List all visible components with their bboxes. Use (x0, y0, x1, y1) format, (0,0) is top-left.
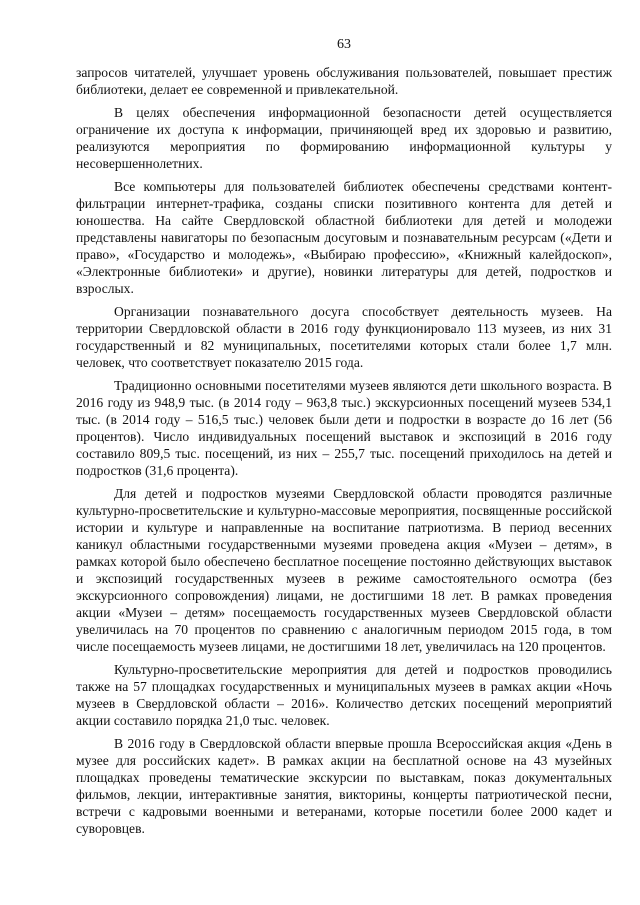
page-number: 63 (337, 37, 351, 52)
paragraph-5: Традиционно основными посетителями музеев являются дети школьного возраста. В 2016 году из 948,9 тыс. (в 2014 году – 963,8 тыс.) экскурсионных посещений музеев 534,1 тыс. (в 2014 году – 516,5 тыс.) человек были дети и подростки в возрасте до 16 лет (56 процентов). Число индивидуальных посещений выставок и экспозиций в 2016 году составило 809,5 тыс. посещений, из них – 255,7 тыс. посещений приходилось на детей и подростков (31,6 процента). (76, 378, 612, 478)
paragraph-7: Культурно-просветительские мероприятия для детей и подростков проводились также на 57 площадках государственных и муниципальных музеев в рамках акции «Ночь музеев в Свердловской области – 2016». Количество детских посещений мероприятий акции составило порядка 21,0 тыс. человек. (76, 662, 612, 728)
paragraph-4: Организации познавательного досуга способствует деятельность музеев. На территории Свердловской области в 2016 году функционировало 113 музеев, из них 31 государственный и 82 муниципальных, посетителями которых стали более 1,7 млн. человек, что соответствует показателю 2015 года. (76, 304, 612, 370)
paragraph-1: запросов читателей, улучшает уровень обслуживания пользователей, повышает престиж библиотеки, делает ее современной и привлекательной. (76, 65, 612, 97)
paragraph-6: Для детей и подростков музеями Свердловской области проводятся различные культурно-просветительские и культурно-массовые мероприятия, посвященные российской истории и культуре и направленные на воспитание патриотизма. В период весенних каникул областными государственными музеями проведена акция «Музеи – детям», в рамках которой было обеспечено бесплатное посещение постоянно действующих выставок и экспозиций государственных музеев в режиме самостоятельного осмотра (без экскурсионного сопровождения) лицами, не достигшими 18 лет. В рамках проведения акции «Музеи – детям» посещаемость государственных музеев Свердловской области увеличилась на 70 процентов по сравнению с аналогичным периодом 2015 года, в том числе посещаемость музеев лицами, не достигшими 18 лет, увеличилась на 120 процентов. (76, 486, 612, 654)
paragraph-2: В целях обеспечения информационной безопасности детей осуществляется ограничение их доступа к информации, причиняющей вред их здоровью и развитию, реализуются мероприятия по формированию информационной культуры у несовершеннолетних. (76, 105, 612, 171)
paragraph-8: В 2016 году в Свердловской области впервые прошла Всероссийская акция «День в музее для российских кадет». В рамках акции на бесплатной основе на 43 музейных площадках проведены тематические экскурсии по выставкам, показ документальных фильмов, лекции, интерактивные занятия, викторины, концерты патриотической песни, встречи с кадровыми военными и ветеранами, которые посетили более 2000 кадет и суворовцев. (76, 736, 612, 836)
paragraph-3: Все компьютеры для пользователей библиотек обеспечены средствами контент-фильтрации интернет-трафика, созданы списки позитивного контента для детей и юношества. На сайте Свердловской областной библиотеки для детей и молодежи представлены навигаторы по безопасным досуговым и познавательным ресурсам («Дети и право», «Государство и молодежь», «Выбираю профессию», «Книжный калейдоскоп», «Электронные библиотеки» и другие), новинки литературы для детей, подростков и взрослых. (76, 179, 612, 296)
